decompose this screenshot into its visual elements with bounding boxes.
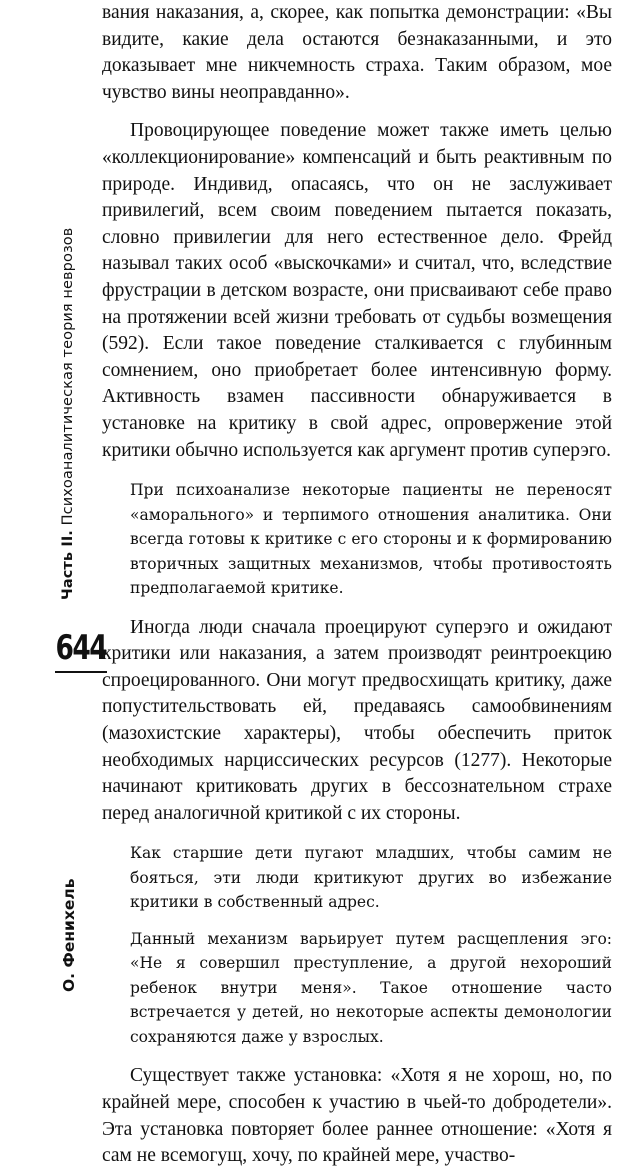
running-head: [60, 228, 76, 600]
text-column: [102, 0, 612, 1170]
paragraph-gap: [102, 915, 612, 927]
body-paragraph: Иногда люди сначала проецируют суперэго и ожидают критики или наказания, а затем производят реинтроекцию спроецированного. Они могут предвосхищать критику, даже попустительствовать ей, предаваясь самообвинениям (мазохистские характеры), чтобы обеспечить приток необходимых нарциссических ресурсов (1277). Некоторые начинают критиковать других в бессознательном страхе перед аналогичной критикой с их стороны.: [102, 616, 612, 824]
running-head-section: Психоаналитическая теория неврозов: [60, 227, 76, 531]
paragraph-gap: [102, 1049, 612, 1063]
paragraph-gap: [102, 601, 612, 615]
note-paragraph: Данный механизм варьирует путем расщепления эго: «Не я совершил преступление, а другой нехороший ребенок внутри меня». Такое отношение часто встречается у детей, но некоторые аспекты демонологии сохраняются даже у взрослых.: [130, 929, 612, 1046]
paragraph-gap: [102, 106, 612, 118]
body-paragraph: вания наказания, а, скорее, как попытка демонстрации: «Вы видите, какие дела остаются безнаказанными, и это доказывает мне никчемность страха. Таким образом, мое чувство вины неоправданно».: [102, 2, 612, 103]
paragraph-gap: [102, 464, 612, 478]
page-number-rule: [55, 671, 107, 673]
author-name: О. Фенихель: [60, 878, 78, 992]
body-paragraph: Провоцирующее поведение может также иметь целью «коллекционирование» компенсаций и быть реактивным по природе. Индивид, опасаясь, что он не заслуживает привилегий, всем своим поведением пытается показать, словно привилегии для него естественное дело. Фрейд называл таких особ «выскочками» и считал, что, вследствие фрустрации в детском возрасте, они присваивают себе право на протяжении всей жизни требовать от судьбы возмещения (592). Если такое поведение сталкивается с глубинным сомнением, оно приобретает более интенсивную форму. Активность взамен пассивности обнаруживается в установке на критику в свой адрес, опровержение этой критики обычно используется как аргумент против суперэго.: [102, 120, 612, 461]
running-head-part: Часть II.: [60, 530, 76, 600]
page-number: 644: [55, 628, 107, 668]
note-paragraph: Как старшие дети пугают младших, чтобы самим не бояться, эти люди критикуют других во избежание критики в собственный адрес.: [130, 844, 612, 912]
note-paragraph: При психоанализе некоторые пациенты не переносят «аморального» и терпимого отношения аналитика. Они всегда готовы к критике с его стороны и к формированию вторичных защитных механизмов, чтобы противостоять предполагаемой критике.: [130, 481, 612, 598]
paragraph-gap: [102, 827, 612, 841]
body-paragraph: Существует также установка: «Хотя я не хорош, но, по крайней мере, способен к участию в чьей-то добродетели». Эта установка повторяет более раннее отношение: «Хотя я сам не всемогущ, хочу, по крайней мере, участво-: [102, 1065, 612, 1167]
